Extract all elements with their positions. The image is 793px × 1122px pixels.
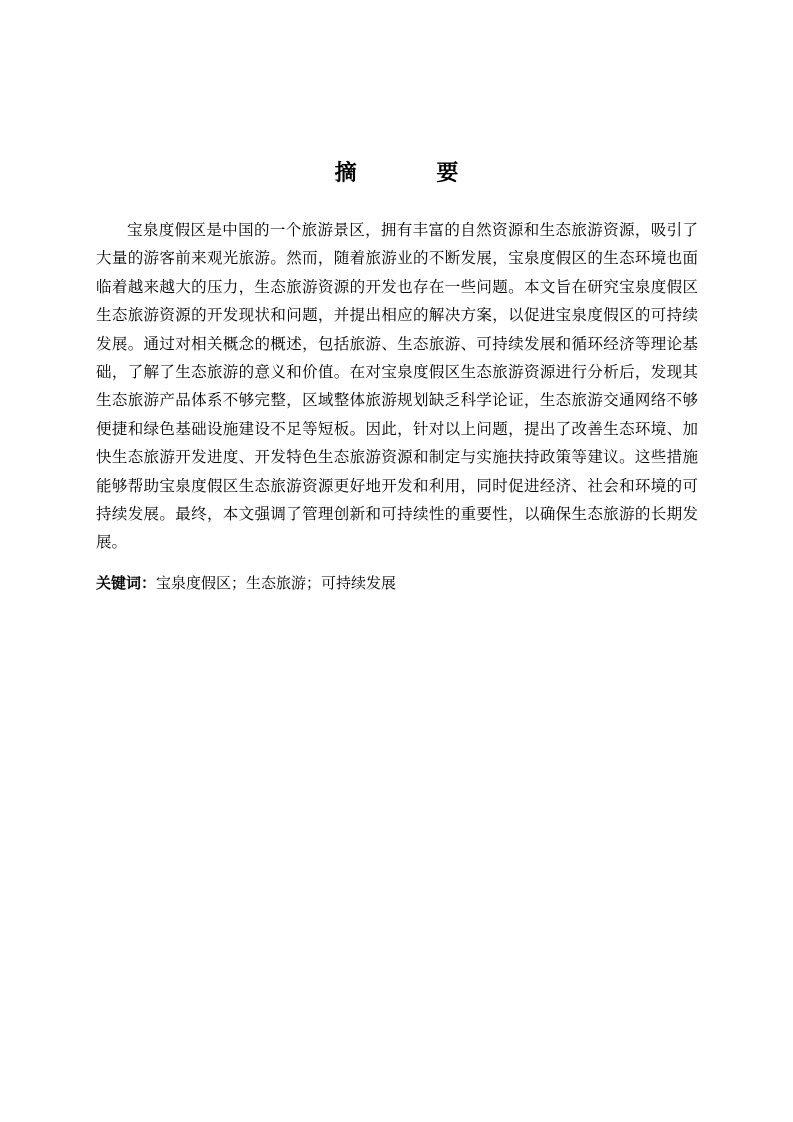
keywords-line	[96, 571, 698, 595]
keywords-text: 宝泉度假区；生态旅游；可持续发展	[156, 574, 397, 592]
keywords-label: 关键词：	[96, 574, 157, 592]
abstract-body: 宝泉度假区是中国的一个旅游景区，拥有丰富的自然资源和生态旅游资源，吸引了大量的游客前来观光旅游。然而，随着旅游业的不断发展，宝泉度假区的生态环境也面临着越来越大的压力，生态旅游资源的开发也存在一些问题。本文旨在研究宝泉度假区生态旅游资源的开发现状和问题，并提出相应的解决方案，以促进宝泉度假区的可持续发展。通过对相关概念的概述，包括旅游、生态旅游、可持续发展和循环经济等理论基础，了解了生态旅游的意义和价值。在对宝泉度假区生态旅游资源进行分析后，发现其生态旅游产品体系不够完整，区域整体旅游规划缺乏科学论证，生态旅游交通网络不够便捷和绿色基础设施建设不足等短板。因此，针对以上问题，提出了改善生态环境、加快生态旅游开发进度、开发特色生态旅游资源和制定与实施扶持政策等建议。这些措施能够帮助宝泉度假区生态旅游资源更好地开发和利用，同时促进经济、社会和环境的可持续发展。最终，本文强调了管理创新和可持续性的重要性，以确保生态旅游的长期发展。	[96, 221, 698, 552]
abstract-heading: 摘 要	[334, 161, 495, 186]
